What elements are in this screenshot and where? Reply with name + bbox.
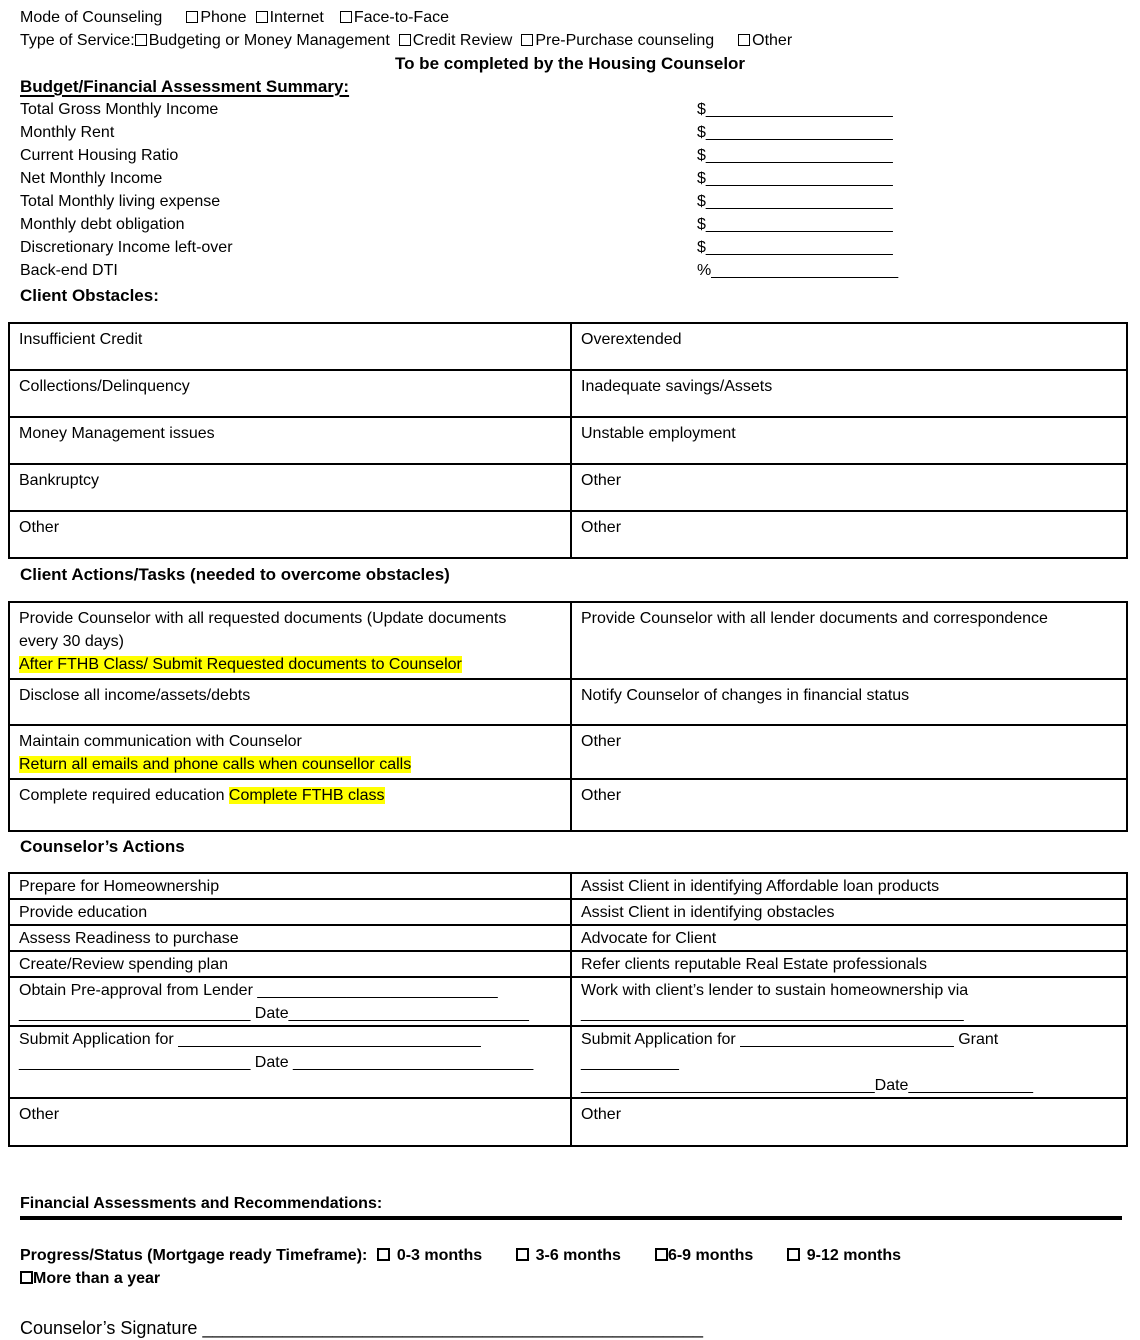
counselor-action-cell: Refer clients reputable Real Estate professionals	[571, 951, 1127, 977]
client-action-cell: Disclose all income/assets/debts	[9, 679, 571, 725]
counselor-action-cell	[571, 1026, 1127, 1098]
client-actions-row	[9, 602, 1127, 679]
client-obstacles-table	[8, 322, 1128, 559]
option-label: 0-3 months	[396, 1247, 483, 1264]
counselor-action-cell	[9, 1026, 571, 1098]
progress-option-more-than-a-year	[20, 1267, 160, 1290]
budget-row	[20, 144, 1140, 167]
budget-label: Monthly debt obligation	[20, 216, 185, 233]
counselor-action-cell: Assess Readiness to purchase	[9, 925, 571, 951]
client-obstacles-heading: Client Obstacles:	[20, 286, 159, 305]
pre-purchase-checkbox[interactable]	[521, 34, 533, 46]
page-title: To be completed by the Housing Counselor	[394, 54, 746, 73]
budget-row	[20, 236, 1140, 259]
fill-in-line: Obtain Pre-approval from Lender ___________________________	[19, 982, 498, 999]
obstacle-cell: Insufficient Credit	[9, 323, 571, 370]
budgeting-checkbox[interactable]	[135, 34, 147, 46]
service-option-budgeting	[135, 29, 390, 52]
signature-line[interactable]: __________________________________________________	[202, 1318, 704, 1338]
budget-label: Monthly Rent	[20, 124, 115, 141]
option-label: Credit Review	[412, 32, 513, 49]
option-label: Face-to-Face	[353, 9, 449, 26]
obstacles-row	[9, 511, 1127, 558]
counselor-action-cell: Other	[9, 1098, 571, 1146]
budget-fill-line: $_____________________	[697, 193, 893, 210]
highlighted-line	[19, 653, 561, 676]
obstacle-cell: Other	[9, 511, 571, 558]
obstacle-cell: Bankruptcy	[9, 464, 571, 511]
budget-label: Total Gross Monthly Income	[20, 101, 219, 118]
client-actions-heading: Client Actions/Tasks (needed to overcome obstacles)	[20, 565, 450, 584]
client-actions-table	[8, 601, 1128, 832]
counselor-actions-heading: Counselor’s Actions	[20, 837, 185, 856]
months-0-3-checkbox[interactable]	[377, 1248, 390, 1261]
progress-option-6-9-months	[655, 1244, 753, 1267]
mode-option-phone	[186, 6, 246, 29]
mode-option-face-to-face	[340, 6, 449, 29]
type-of-service-label: Type of Service:	[20, 32, 135, 49]
service-option-other	[738, 29, 792, 52]
face-to-face-checkbox[interactable]	[340, 11, 352, 23]
counselor-action-cell	[9, 977, 571, 1026]
counselor-action-cell: Prepare for Homeownership	[9, 873, 571, 899]
obstacle-cell: Unstable employment	[571, 417, 1127, 464]
type-of-service-row	[20, 29, 1140, 52]
budget-fill-line: $_____________________	[697, 101, 893, 118]
service-option-pre-purchase	[521, 29, 714, 52]
option-label: Pre-Purchase counseling	[535, 32, 715, 49]
internet-checkbox[interactable]	[256, 11, 268, 23]
fill-in-line: ___________________________________________	[581, 1005, 964, 1022]
service-option-credit-review	[399, 29, 513, 52]
months-3-6-checkbox[interactable]	[516, 1248, 529, 1261]
budget-row	[20, 167, 1140, 190]
months-6-9-checkbox[interactable]	[655, 1248, 668, 1261]
option-label: 3-6 months	[535, 1247, 621, 1264]
fill-in-line: Submit Application for __________________________________	[19, 1031, 481, 1048]
option-label: 9-12 months	[806, 1247, 901, 1264]
option-label: 6-9 months	[667, 1247, 754, 1264]
budget-label: Discretionary Income left-over	[20, 239, 233, 256]
client-action-cell: Other	[571, 725, 1127, 779]
counselor-signature-row	[20, 1316, 1140, 1340]
option-label: Other	[752, 32, 793, 49]
budget-row	[20, 259, 1140, 282]
budget-fill-line: $_____________________	[697, 170, 893, 187]
budget-row	[20, 190, 1140, 213]
counselor-action-cell: Other	[571, 1098, 1127, 1146]
counselor-signature-label: Counselor’s Signature	[20, 1318, 198, 1338]
progress-option-9-12-months	[787, 1244, 901, 1267]
client-action-text: Maintain communication with Counselor	[19, 733, 302, 750]
budget-fill-line: %_____________________	[697, 262, 899, 279]
budget-fill-line: $_____________________	[697, 239, 893, 256]
fill-in-line: __________________________ Date ___________________________	[19, 1054, 534, 1071]
option-label: More than a year	[33, 1270, 161, 1287]
option-label: Budgeting or Money Management	[148, 32, 390, 49]
budget-label: Total Monthly living expense	[20, 193, 221, 210]
highlighted-line	[19, 753, 561, 776]
obstacle-cell: Other	[571, 464, 1127, 511]
obstacle-cell: Overextended	[571, 323, 1127, 370]
client-action-cell	[9, 602, 571, 679]
budget-fill-line: $_____________________	[697, 124, 893, 141]
obstacles-row	[9, 417, 1127, 464]
counselor-actions-row	[9, 951, 1127, 977]
client-action-text: Provide Counselor with all requested documents (Update documents every 30 days)	[19, 610, 507, 650]
fill-in-line: ___________	[581, 1054, 679, 1071]
budget-summary-list	[0, 98, 1140, 282]
client-actions-row	[9, 779, 1127, 831]
budget-label: Back-end DTI	[20, 262, 118, 279]
option-label: Phone	[200, 9, 247, 26]
client-action-cell: Notify Counselor of changes in financial status	[571, 679, 1127, 725]
progress-status-row	[20, 1244, 1140, 1267]
counselor-action-cell	[571, 977, 1127, 1026]
obstacles-row	[9, 464, 1127, 511]
financial-assessments-heading: Financial Assessments and Recommendations:	[20, 1193, 1122, 1220]
client-actions-row	[9, 725, 1127, 779]
budget-row	[20, 213, 1140, 236]
counselor-action-text: Work with client’s lender to sustain homeownership via	[581, 982, 969, 999]
highlighted-text: Complete FTHB class	[228, 787, 385, 804]
obstacle-cell: Collections/Delinquency	[9, 370, 571, 417]
counselor-action-cell: Create/Review spending plan	[9, 951, 571, 977]
fill-in-line: Submit Application for ________________________ Grant	[581, 1031, 999, 1048]
counselor-actions-row	[9, 1098, 1127, 1146]
more-than-a-year-checkbox[interactable]	[20, 1271, 33, 1284]
budget-fill-line: $_____________________	[697, 147, 893, 164]
highlighted-text: After FTHB Class/ Submit Requested documents to Counselor	[19, 656, 462, 673]
counselor-actions-row	[9, 1026, 1127, 1098]
counselor-actions-row	[9, 977, 1127, 1026]
counselor-actions-row	[9, 925, 1127, 951]
counselor-action-cell: Assist Client in identifying Affordable loan products	[571, 873, 1127, 899]
fill-in-line: _________________________________Date______________	[581, 1077, 1034, 1094]
budget-label: Current Housing Ratio	[20, 147, 179, 164]
phone-checkbox[interactable]	[186, 11, 198, 23]
counselor-actions-row	[9, 873, 1127, 899]
obstacle-cell: Money Management issues	[9, 417, 571, 464]
mode-option-internet	[256, 6, 324, 29]
obstacle-cell: Inadequate savings/Assets	[571, 370, 1127, 417]
progress-option-3-6-months	[516, 1244, 621, 1267]
progress-option-0-3-months	[377, 1244, 482, 1267]
credit-review-checkbox[interactable]	[399, 34, 411, 46]
obstacle-cell: Other	[571, 511, 1127, 558]
option-label: Internet	[269, 9, 324, 26]
progress-status-section	[20, 1244, 1140, 1290]
mode-of-counseling-label: Mode of Counseling	[20, 9, 163, 26]
mode-of-counseling-row	[20, 6, 1140, 29]
client-action-cell: Provide Counselor with all lender documents and correspondence	[571, 602, 1127, 679]
obstacles-row	[9, 370, 1127, 417]
progress-status-label: Progress/Status (Mortgage ready Timeframe):	[20, 1247, 368, 1264]
client-action-text: Complete required education	[19, 787, 229, 804]
counselor-actions-table	[8, 872, 1128, 1147]
counselor-action-cell: Advocate for Client	[571, 925, 1127, 951]
budget-section-heading: Budget/Financial Assessment Summary:	[20, 77, 350, 96]
budget-fill-line: $_____________________	[697, 216, 893, 233]
other-service-checkbox[interactable]	[738, 34, 750, 46]
client-action-cell	[9, 725, 571, 779]
months-9-12-checkbox[interactable]	[787, 1248, 800, 1261]
counselor-action-cell: Assist Client in identifying obstacles	[571, 899, 1127, 925]
budget-label: Net Monthly Income	[20, 170, 163, 187]
fill-in-line: __________________________ Date___________________________	[19, 1005, 529, 1022]
progress-status-row2	[20, 1267, 1140, 1290]
highlighted-text: Return all emails and phone calls when counsellor calls	[19, 756, 412, 773]
budget-row	[20, 121, 1140, 144]
client-action-cell	[9, 779, 571, 831]
client-actions-row	[9, 679, 1127, 725]
client-action-cell: Other	[571, 779, 1127, 831]
obstacles-row	[9, 323, 1127, 370]
budget-row	[20, 98, 1140, 121]
counselor-action-cell: Provide education	[9, 899, 571, 925]
counselor-actions-row	[9, 899, 1127, 925]
